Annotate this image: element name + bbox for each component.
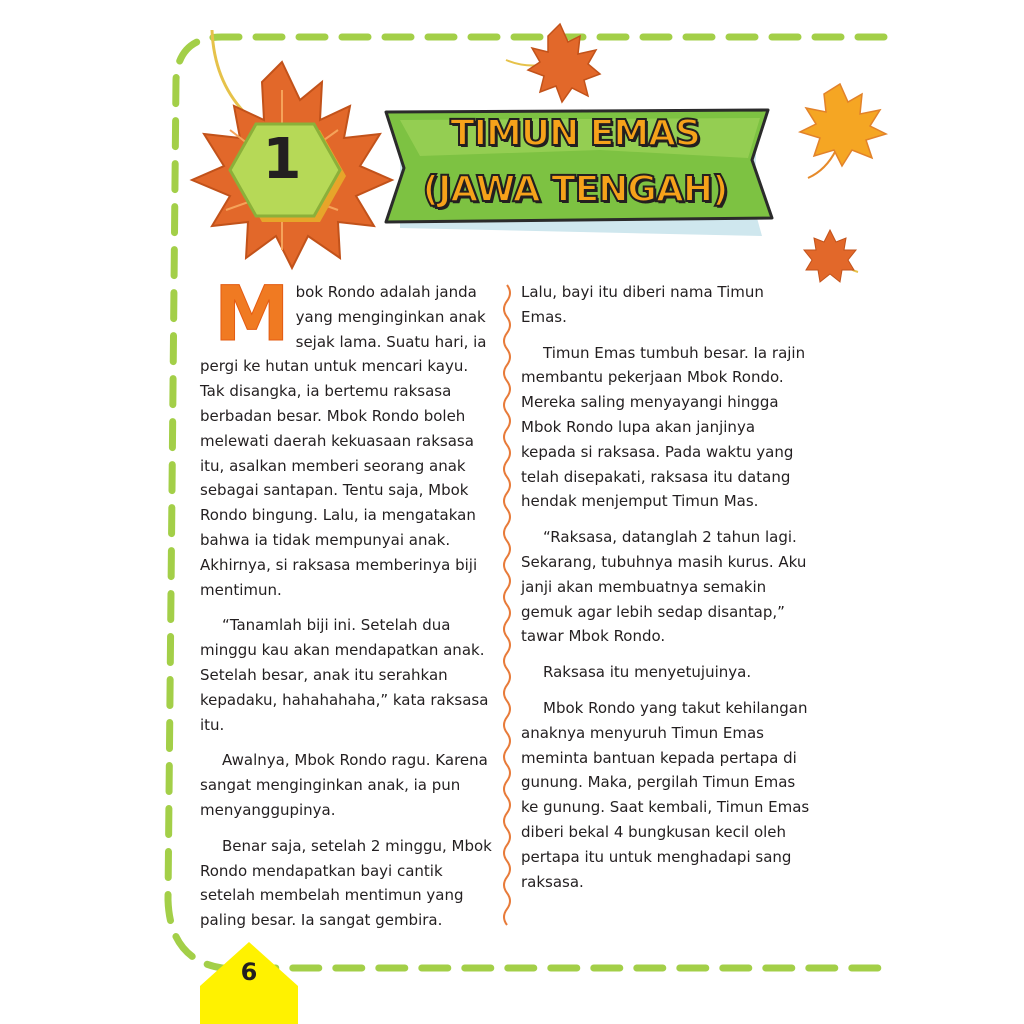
column-divider — [504, 285, 510, 925]
maple-leaf-right-icon — [800, 84, 886, 178]
story-paragraph: Timun Emas tumbuh besar. Ia rajin membantu pekerjaan Mbok Rondo. Mereka saling menyayangi hingga Mbok Rondo lupa akan janjinya kepada si raksasa. Pada waktu yang telah disepakati, raksasa itu datang hendak menjemput Timun Mas. — [521, 343, 806, 511]
story-paragraph: Mbok Rondo yang takut kehilangan anaknya menyuruh Timun Emas meminta bantuan kepada pertapa di gunung. Maka, pergilah Timun Emas ke gunung. Saat kembali, Timun Emas diberi bekal 4 bungkusan kecil oleh pertapa itu untuk menghadapi sang raksasa. — [521, 698, 810, 891]
story-paragraph: Benar saja, setelah 2 minggu, Mbok Rondo mendapatkan bayi cantik setelah membelah mentimun yang paling besar. Ia sangat gembira. — [200, 836, 492, 930]
story-paragraph: Awalnya, Mbok Rondo ragu. Karena sangat menginginkan anak, ia pun menyanggupinya. — [200, 751, 488, 819]
page-number: 6 — [240, 958, 258, 986]
story-paragraph: Lalu, bayi itu diberi nama Timun Emas. — [521, 283, 764, 326]
chapter-subtitle: (JAWA TENGAH) — [422, 169, 728, 210]
chapter-number: 1 — [262, 127, 302, 192]
story-paragraph-text: bok Rondo adalah janda yang menginginkan anak sejak lama. Suatu hari, ia pergi ke hutan untuk mencari kayu. Tak disangka, ia bertemu raksasa berbadan besar. Mbok Rondo boleh melewati daerah kekuasaan raksasa itu, asalkan memberi seorang anak sebagai santapan. Tentu saja, Mbok Rondo bingung. Lalu, ia mengatakan bahwa ia tidak mempunyai anak. Akhirnya, si raksasa memberinya biji mentimun. — [200, 283, 487, 599]
drop-cap: M — [214, 269, 290, 358]
maple-leaf-small-icon — [804, 230, 858, 282]
story-paragraph: Raksasa itu menyetujuinya. — [543, 663, 752, 682]
story-paragraph: “Raksasa, datanglah 2 tahun lagi. Sekarang, tubuhnya masih kurus. Aku janji akan membuatnya semakin gemuk agar lebih sedap disantap,” tawar Mbok Rondo. — [521, 528, 807, 646]
story-paragraph: “Tanamlah biji ini. Setelah dua minggu kau akan mendapatkan anak. Setelah besar, anak itu serahkan kepadaku, hahahahaha,” kata raksasa itu. — [200, 616, 489, 734]
story-column-right — [521, 280, 811, 905]
story-column-left — [200, 269, 496, 944]
story-paragraph — [200, 269, 496, 602]
chapter-title: TIMUN EMAS — [450, 113, 700, 154]
